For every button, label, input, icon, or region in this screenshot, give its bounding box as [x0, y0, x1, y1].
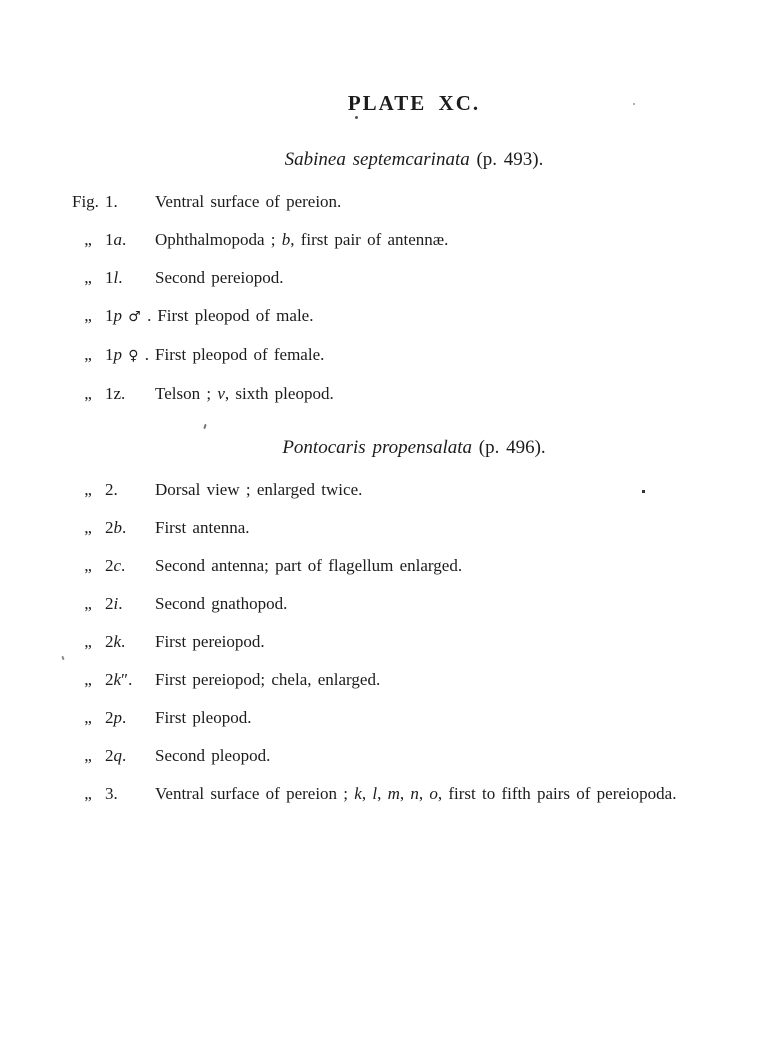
ditto-mark: „	[84, 708, 93, 727]
figure-desc	[155, 481, 756, 499]
figure-row	[72, 671, 756, 689]
text-segment: 1.	[105, 192, 118, 211]
text-segment: .	[122, 746, 127, 765]
ditto-mark: „	[84, 632, 93, 651]
figure-desc	[157, 307, 756, 325]
figure-row	[72, 269, 756, 287]
figure-desc	[155, 231, 756, 249]
figure-row	[72, 747, 756, 765]
scan-speck	[355, 116, 358, 119]
text-segment: k	[113, 632, 122, 651]
text-segment: .	[122, 708, 127, 727]
figure-desc	[155, 193, 756, 211]
female-symbol: ♀	[128, 348, 139, 364]
figure-label	[105, 231, 155, 249]
ditto-mark: „	[84, 746, 93, 765]
figure-row	[72, 557, 756, 575]
ditto-mark: „	[84, 384, 93, 403]
figure-label	[105, 193, 155, 211]
text-segment: ,	[418, 784, 430, 803]
text-segment: p	[113, 345, 122, 364]
figure-row	[72, 519, 756, 537]
text-segment: b	[113, 518, 122, 537]
text-segment: a	[113, 230, 122, 249]
figure-desc	[155, 519, 756, 537]
figure-row	[72, 785, 756, 803]
text-segment: .	[138, 345, 150, 364]
figure-row	[72, 307, 756, 326]
text-segment: First antenna.	[155, 518, 250, 537]
text-segment: .	[118, 268, 123, 287]
text-segment: m	[387, 784, 400, 803]
figure-label	[105, 519, 155, 537]
text-segment: n	[410, 784, 419, 803]
text-segment: 2	[105, 518, 114, 537]
figure-row	[72, 385, 756, 403]
ditto-mark: „	[84, 784, 93, 803]
text-segment: Ventral surface of pereion.	[155, 192, 342, 211]
scan-speck	[633, 103, 635, 105]
text-segment: k	[354, 784, 362, 803]
text-segment: ,	[399, 784, 411, 803]
figure-row	[72, 193, 756, 211]
figure-desc	[155, 671, 756, 689]
ditto-mark: „	[84, 480, 93, 499]
text-segment: First pleopod of male.	[157, 306, 314, 325]
figure-label	[105, 709, 155, 727]
text-segment: 1	[105, 306, 114, 325]
scan-speck	[642, 490, 645, 493]
figure-label	[105, 307, 151, 326]
ditto-mark: „	[84, 230, 93, 249]
text-segment: , sixth pleopod.	[224, 384, 334, 403]
text-segment: , first pair of antennæ.	[290, 230, 449, 249]
species-heading	[72, 149, 756, 171]
text-segment: q	[113, 746, 122, 765]
text-segment: p	[113, 306, 122, 325]
text-segment: l	[372, 784, 378, 803]
text-segment: Ophthalmopoda ;	[155, 230, 282, 249]
figure-row	[72, 481, 756, 499]
text-segment: .	[122, 518, 127, 537]
figure-desc	[155, 709, 756, 727]
text-segment: 2	[105, 632, 114, 651]
text-segment: .	[121, 632, 126, 651]
figure-desc	[155, 346, 756, 364]
figure-row	[72, 231, 756, 249]
figure-desc	[155, 385, 756, 403]
text-segment: v	[217, 384, 225, 403]
text-segment: Second antenna; part of flagellum enlarged.	[155, 556, 463, 575]
ditto-mark: „	[84, 518, 93, 537]
text-segment: 1z.	[105, 384, 126, 403]
text-segment: 2.	[105, 480, 118, 499]
figure-row	[72, 709, 756, 727]
text-segment: 2	[105, 746, 114, 765]
figure-label	[105, 346, 149, 365]
text-segment: l	[113, 268, 119, 287]
text-segment: Pontocaris propensalata	[282, 437, 479, 458]
text-segment: p	[113, 708, 122, 727]
text-segment: (p. 496).	[478, 437, 546, 458]
text-segment: 3.	[105, 784, 118, 803]
text-segment: Sabinea septemcarinata	[284, 149, 477, 170]
text-segment: 2	[105, 594, 114, 613]
species-heading	[72, 437, 756, 459]
text-segment: k	[113, 670, 122, 689]
ditto-mark: „	[84, 268, 93, 287]
figure-desc	[155, 785, 756, 803]
text-segment: ″.	[121, 670, 133, 689]
figure-label	[105, 633, 155, 651]
figure-desc	[155, 269, 756, 287]
text-segment: First pleopod of female.	[155, 345, 325, 364]
figure-label	[105, 595, 155, 613]
text-segment: 1	[105, 345, 114, 364]
figure-desc	[155, 595, 756, 613]
figure-label	[105, 481, 155, 499]
figure-label	[105, 557, 155, 575]
text-segment: , first to fifth pairs of pereiopoda.	[437, 784, 677, 803]
text-segment: 2	[105, 670, 114, 689]
text-segment: ,	[377, 784, 388, 803]
text-segment: ,	[361, 784, 373, 803]
text-segment: i	[113, 594, 119, 613]
text-segment: Dorsal view ; enlarged twice.	[155, 480, 363, 499]
text-segment: Ventral surface of pereion ;	[155, 784, 355, 803]
text-segment: 1	[105, 230, 114, 249]
figure-row	[72, 633, 756, 651]
ditto-mark: „	[84, 556, 93, 575]
text-segment: Second pereiopod.	[155, 268, 284, 287]
text-segment: First pleopod.	[155, 708, 252, 727]
figure-label	[105, 671, 155, 689]
figure-desc	[155, 557, 756, 575]
figure-row	[72, 595, 756, 613]
figure-desc	[155, 747, 756, 765]
text-segment: o	[429, 784, 438, 803]
figure-row	[72, 346, 756, 365]
text-segment: First pereiopod; chela, enlarged.	[155, 670, 381, 689]
figure-label	[105, 269, 155, 287]
ditto-mark: „	[84, 670, 93, 689]
plate-title: PLATE XC.	[347, 91, 481, 115]
text-segment: 1	[105, 268, 114, 287]
figure-label	[105, 747, 155, 765]
text-segment: 2	[105, 708, 114, 727]
ditto-mark: „	[84, 594, 93, 613]
text-segment: .	[118, 594, 123, 613]
fig-prefix: Fig.	[72, 192, 99, 211]
text-segment: c	[113, 556, 122, 575]
ditto-mark: „	[84, 306, 93, 325]
figure-label	[105, 785, 155, 803]
text-segment: Telson ;	[155, 384, 218, 403]
male-symbol: ♂	[128, 309, 141, 325]
plate-sections	[72, 149, 756, 803]
text-segment: Second gnathopod.	[155, 594, 288, 613]
ditto-mark: „	[84, 345, 93, 364]
text-segment: First pereiopod.	[155, 632, 265, 651]
text-segment: b	[281, 230, 291, 249]
text-segment: .	[121, 556, 126, 575]
text-segment: (p. 493).	[476, 149, 544, 170]
figure-label	[105, 385, 155, 403]
text-segment: .	[122, 230, 127, 249]
text-segment: .	[140, 306, 152, 325]
figure-desc	[155, 633, 756, 651]
text-segment: 2	[105, 556, 114, 575]
text-segment: Second pleopod.	[155, 746, 271, 765]
